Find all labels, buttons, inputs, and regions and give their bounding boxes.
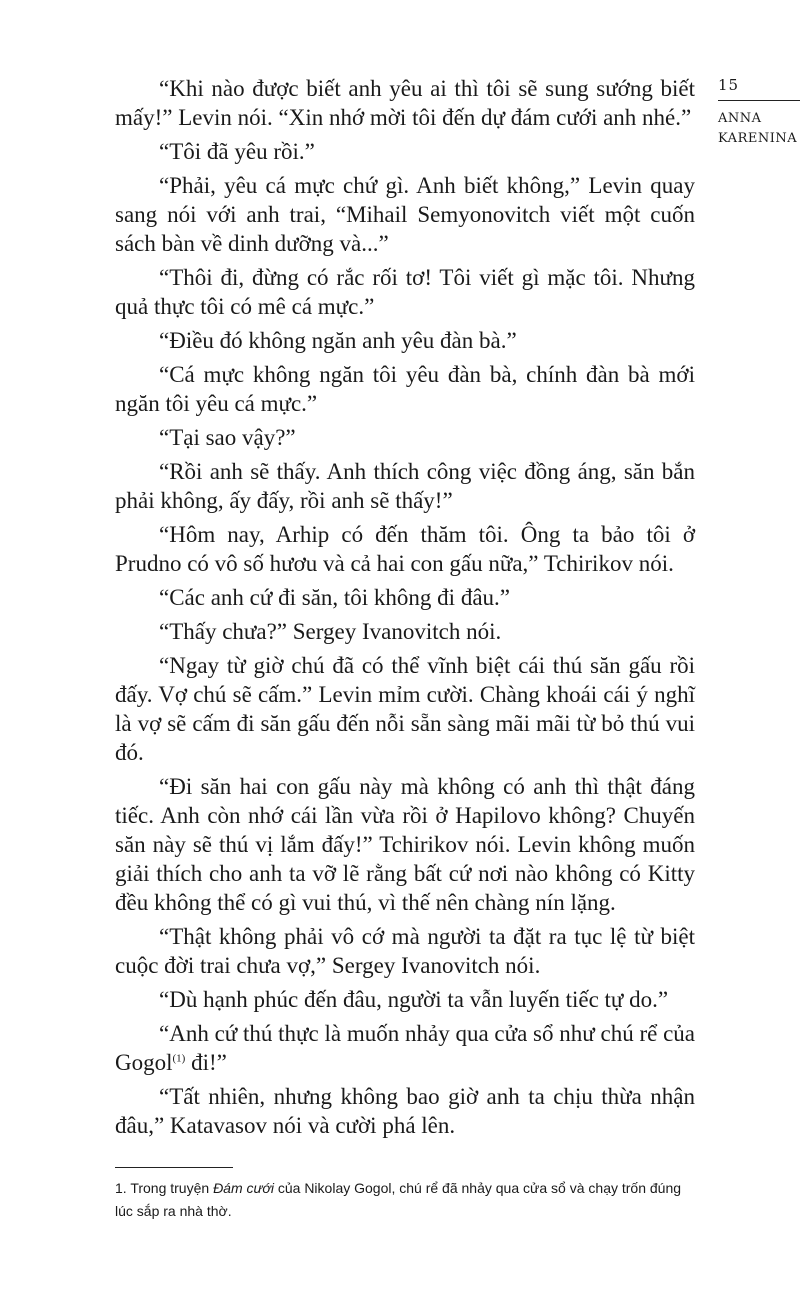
page-number: 15: [718, 76, 740, 94]
paragraph: “Ngay từ giờ chú đã có thể vĩnh biệt cái thú săn gấu rồi đấy. Vợ chú sẽ cấm.” Levin mỉm cười. Chàng khoái cái ý nghĩ là vợ sẽ cấm đi săn gấu đến nỗi sẵn sàng mãi mãi từ bỏ thú vui đó.: [115, 653, 695, 765]
paragraph: “Đi săn hai con gấu này mà không có anh thì thật đáng tiếc. Anh còn nhớ cái lần vừa rồi ở Hapilovo không? Chuyến săn này sẽ thú vị lắm đấy!” Tchirikov nói. Levin không muốn giải thích cho anh ta vỡ lẽ rằng bất cứ nơi nào không có Kitty đều không thể có gì vui thú, vì thế nên chàng nín lặng.: [115, 774, 695, 915]
footnote-prefix: 1. Trong truyện: [115, 1180, 214, 1196]
paragraph: “Cá mực không ngăn tôi yêu đàn bà, chính đàn bà mới ngăn tôi yêu cá mực.”: [115, 362, 695, 416]
footnote-marker: (1): [172, 1052, 186, 1065]
paragraph: “Tất nhiên, nhưng không bao giờ anh ta chịu thừa nhận đâu,” Katavasov nói và cười phá lên.: [115, 1084, 695, 1138]
paragraph: “Khi nào được biết anh yêu ai thì tôi sẽ sung sướng biết mấy!” Levin nói. “Xin nhớ mời tôi đến dự đám cưới anh nhé.”: [115, 76, 695, 130]
running-title: [718, 109, 800, 149]
footnote: [115, 1177, 695, 1223]
paragraph: “Các anh cứ đi săn, tôi không đi đâu.”: [159, 585, 510, 610]
paragraph: “Phải, yêu cá mực chứ gì. Anh biết không,” Levin quay sang nói với anh trai, “Mihail Semyonovitch viết một cuốn sách bàn về dinh dưỡng và...”: [115, 173, 695, 256]
header-rule: [718, 100, 800, 101]
footnote-suffix: của Nikolay Gogol, chú rể đã nhảy qua cửa sổ và chạy trốn đúng lúc sắp ra nhà thờ.: [115, 1180, 682, 1219]
paragraph: “Thấy chưa?” Sergey Ivanovitch nói.: [159, 619, 502, 644]
paragraph: “Hôm nay, Arhip có đến thăm tôi. Ông ta bảo tôi ở Prudno có vô số hươu và cả hai con gấu nữa,” Tchirikov nói.: [115, 522, 695, 576]
paragraph: “Thật không phải vô cớ mà người ta đặt ra tục lệ từ biệt cuộc đời trai chưa vợ,” Sergey Ivanovitch nói.: [115, 924, 695, 978]
paragraph: “Tại sao vậy?”: [159, 425, 296, 450]
paragraph: “Thôi đi, đừng có rắc rối tơ! Tôi viết gì mặc tôi. Nhưng quả thực tôi có mê cá mực.”: [115, 265, 695, 319]
paragraph: “Rồi anh sẽ thấy. Anh thích công việc đồng áng, săn bắn phải không, ấy đấy, rồi anh sẽ thấy!”: [115, 459, 695, 513]
paragraph: “Tôi đã yêu rồi.”: [159, 139, 315, 164]
gogol-text-before: “Anh cứ thú thực là muốn nhảy qua cửa sổ như chú rể của Gogol: [115, 1021, 695, 1075]
running-title-line-2: KARENINA: [718, 131, 798, 146]
gogol-text-after: đi!”: [185, 1050, 227, 1075]
page-header: [718, 76, 800, 149]
paragraph: “Điều đó không ngăn anh yêu đàn bà.”: [159, 328, 517, 353]
running-title-line-1: ANNA: [718, 111, 762, 126]
footnote-divider: [115, 1167, 233, 1168]
body-text: [115, 74, 695, 1140]
paragraph-gogol: [115, 1019, 695, 1077]
paragraph: “Dù hạnh phúc đến đâu, người ta vẫn luyến tiếc tự do.”: [159, 987, 669, 1012]
footnote-title: Đám cưới: [213, 1180, 274, 1196]
